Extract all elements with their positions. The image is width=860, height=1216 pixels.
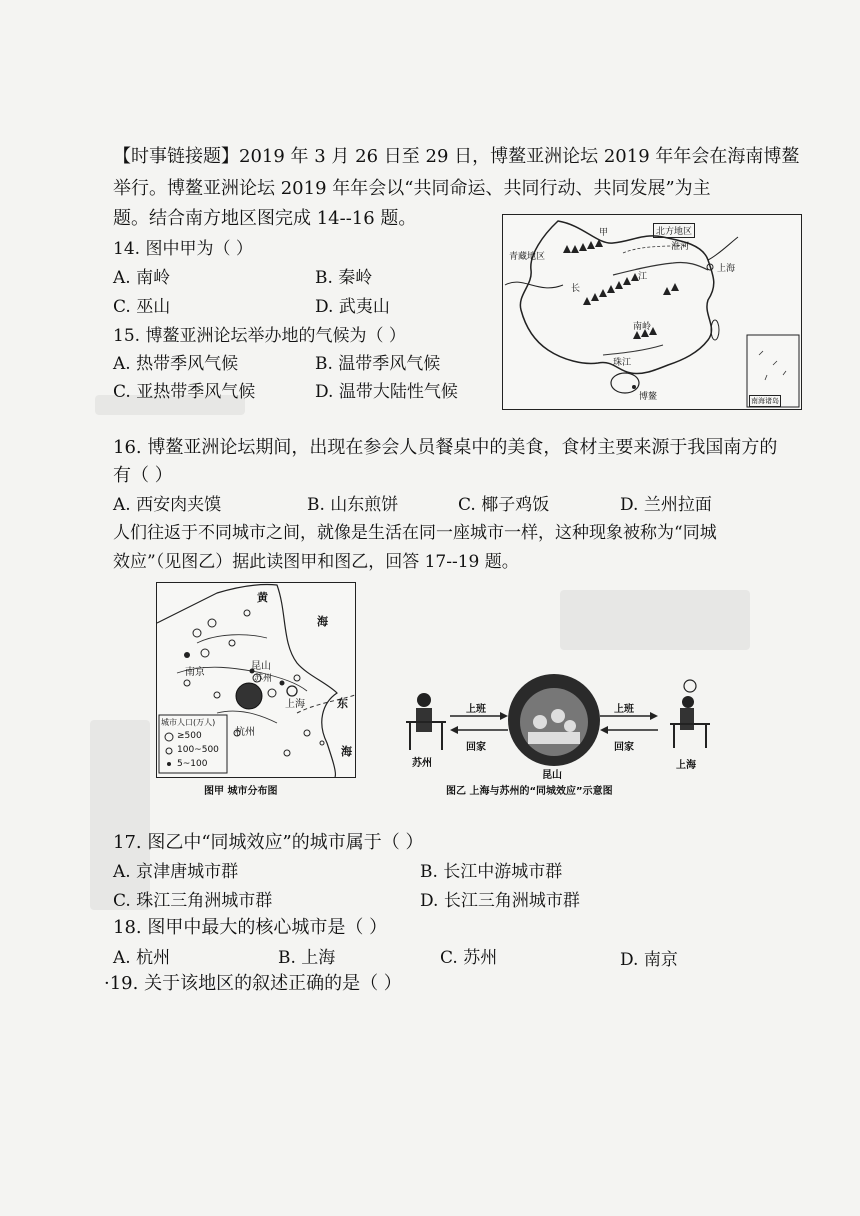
question-14-option-b[interactable]: B. 秦岭 — [315, 268, 373, 288]
question-15-option-d[interactable]: D. 温带大陆性气候 — [315, 382, 458, 402]
intro-line-3: 题。结合南方地区图完成 14--16 题。 — [113, 208, 417, 229]
map-label-nanling: 南岭 — [633, 322, 652, 332]
intro-line-2: 举行。博鳌亚洲论坛 2019 年年会以“共同命运、共同行动、共同发展”为主 — [113, 178, 711, 199]
map-jia-label-hai-2: 海 — [341, 745, 352, 758]
city-distribution-map — [156, 582, 356, 778]
question-18-option-c[interactable]: C. 苏州 — [440, 948, 498, 968]
question-14-option-a[interactable]: A. 南岭 — [113, 268, 171, 288]
map-label-huaihe: 淮河 — [671, 242, 690, 252]
label-commute-right: 上班 — [614, 704, 634, 715]
question-18-option-a[interactable]: A. 杭州 — [113, 948, 171, 968]
question-16-stem-2: 有（ ） — [113, 465, 173, 486]
map-label-jiang: 江 — [638, 272, 648, 282]
question-14-option-d[interactable]: D. 武夷山 — [315, 297, 390, 317]
bleed-through-mark — [560, 590, 750, 650]
map-label-shanghai: 上海 — [717, 264, 736, 274]
question-15-option-a[interactable]: A. 热带季风气候 — [113, 354, 239, 374]
question-16-option-b[interactable]: B. 山东煎饼 — [307, 495, 399, 515]
question-18-option-d[interactable]: D. 南京 — [620, 950, 678, 970]
map-label-north-region: 北方地区 — [653, 223, 695, 238]
south-china-map-drawing — [503, 215, 801, 409]
label-suzhou: 苏州 — [412, 758, 432, 769]
question-18-stem: 18. 图甲中最大的核心城市是（ ） — [113, 917, 388, 938]
legend-large: ≥500 — [177, 731, 202, 741]
map-jia-label-kunshan: 昆山 — [251, 661, 271, 672]
map-jia-label-hangzhou: 杭州 — [235, 727, 255, 738]
label-kunshan: 昆山 — [542, 770, 562, 781]
map-jia-label-dong: 东 — [337, 697, 348, 710]
legend-title: 城市人口(万人) — [161, 718, 216, 727]
map-jia-caption: 图甲 城市分布图 — [204, 786, 278, 797]
question-16-option-a[interactable]: A. 西安肉夹馍 — [113, 495, 222, 515]
map-label-jia: 甲 — [599, 228, 609, 238]
question-17-option-d[interactable]: D. 长江三角洲城市群 — [420, 891, 580, 911]
paragraph-line-2: 效应”（见图乙）据此读图甲和图乙，回答 17--19 题。 — [113, 552, 519, 572]
label-home-right: 回家 — [614, 742, 634, 753]
question-17-stem: 17. 图乙中“同城效应”的城市属于（ ） — [113, 832, 424, 853]
label-shanghai: 上海 — [676, 760, 696, 771]
paragraph-line-1: 人们往返于不同城市之间，就像是生活在同一座城市一样，这种现象被称为“同城 — [113, 523, 717, 543]
intro-line-1: 【时事链接题】2019 年 3 月 26 日至 29 日，博鳌亚洲论坛 2019 年年会在海南博鳌 — [113, 146, 800, 167]
question-17-option-a[interactable]: A. 京津唐城市群 — [113, 862, 239, 882]
label-home-left: 回家 — [466, 742, 486, 753]
legend-small: 5~100 — [177, 759, 208, 769]
question-17-option-c[interactable]: C. 珠江三角洲城市群 — [113, 891, 273, 911]
same-city-effect-diagram — [400, 660, 730, 780]
map-label-nanhai: 南海诸岛 — [751, 397, 779, 405]
map-jia-label-hai: 海 — [317, 615, 328, 628]
south-china-map — [502, 214, 802, 410]
map-jia-label-suzhou: 苏州 — [254, 674, 273, 684]
question-15-option-b[interactable]: B. 温带季风气候 — [315, 354, 441, 374]
question-16-option-c[interactable]: C. 椰子鸡饭 — [458, 495, 550, 515]
question-14-stem: 14. 图中甲为（ ） — [113, 239, 253, 259]
map-label-zhujiang: 珠江 — [613, 358, 632, 368]
question-16-option-d[interactable]: D. 兰州拉面 — [620, 495, 712, 515]
map-jia-label-nanjing: 南京 — [185, 667, 205, 678]
map-yi-caption: 图乙 上海与苏州的“同城效应”示意图 — [446, 786, 613, 797]
map-label-boao: 博鳌 — [639, 392, 658, 402]
question-16-stem-1: 16. 博鳌亚洲论坛期间，出现在参会人员餐桌中的美食，食材主要来源于我国南方的 — [113, 437, 778, 458]
question-17-option-b[interactable]: B. 长江中游城市群 — [420, 862, 563, 882]
question-19-stem: ·19. 关于该地区的叙述正确的是（ ） — [104, 973, 402, 994]
legend-medium: 100~500 — [177, 745, 219, 755]
question-15-option-c[interactable]: C. 亚热带季风气候 — [113, 382, 256, 402]
map-label-chang: 长 — [571, 284, 581, 294]
map-label-qingzang: 青藏地区 — [509, 252, 546, 262]
question-18-option-b[interactable]: B. 上海 — [278, 948, 336, 968]
map-jia-label-huang: 黄 — [257, 591, 268, 604]
label-commute-left: 上班 — [466, 704, 486, 715]
map-jia-label-shanghai: 上海 — [285, 699, 305, 710]
question-15-stem: 15. 博鳌亚洲论坛举办地的气候为（ ） — [113, 326, 406, 346]
question-14-option-c[interactable]: C. 巫山 — [113, 297, 171, 317]
